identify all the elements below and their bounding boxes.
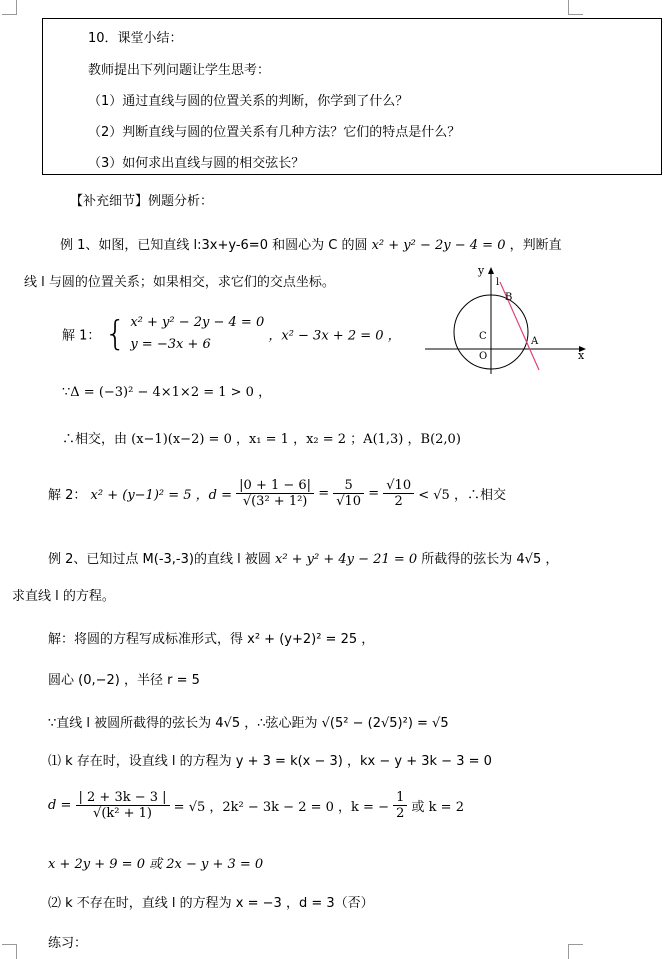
discriminant-line: ∵Δ = (−3)² − 4×1×2 = 1 > 0 ，: [62, 385, 272, 400]
d-fraction: [76, 790, 170, 821]
d-numerator: | 2 + 3k − 3 |: [76, 790, 170, 806]
supplement-heading: 【补充细节】例题分析：: [70, 194, 214, 209]
point-a-label: A: [531, 336, 539, 347]
result-equations: x + 2y + 9 = 0 或 2x − y + 3 = 0: [48, 857, 264, 872]
system-row-2: y = −3x + 6: [130, 337, 211, 352]
solution1-quadratic: ，x² − 3x + 2 = 0 ，: [268, 328, 401, 344]
fraction1-numerator: |0 + 1 − 6|: [236, 478, 314, 494]
summary-question-1: （1）通过直线与圆的位置关系的判断，你学到了什么？: [88, 94, 409, 109]
example2-text-b: 所截得的弦长为 4√5 ，: [421, 552, 559, 567]
crop-mark-bottom-right: [568, 944, 583, 959]
solution2-label: 解 2：: [48, 488, 87, 503]
solution2-conclusion: < √5 ，∴相交: [418, 488, 506, 503]
origin-o-label: O: [479, 351, 488, 362]
distance-fraction-3: [383, 478, 414, 509]
example1-text-b: ，判断直: [509, 238, 562, 253]
fraction1-denominator: √(3² + 1²): [242, 494, 308, 509]
example1-statement-line2: 线 l 与圆的位置关系；如果相交，求它们的交点坐标。: [24, 275, 335, 290]
center-radius-line: 圆心 (0,−2) ，半径 r = 5: [48, 673, 200, 688]
summary-title: 10．课堂小结：: [88, 31, 183, 46]
intersection-line: ∴相交，由 (x−1)(x−2) = 0 ，x₁ = 1 ，x₂ = 2 ；A(1,3) ，B(2,0): [62, 432, 461, 447]
distance-fraction-2: [333, 478, 364, 509]
case2-line: ⑵ k 不存在时，直线 l 的方程为 x = −3 ，d = 3（否）: [48, 896, 374, 911]
fraction2-denominator: √10: [336, 494, 362, 509]
equals-sign-2: =: [368, 486, 380, 501]
k-denominator: 2: [396, 806, 405, 821]
circle-line-figure: [420, 262, 595, 377]
crop-mark-bottom-left: [2, 944, 17, 959]
center-c-label: C: [479, 331, 487, 342]
crop-mark-top-left: [2, 0, 17, 15]
system-brace: {: [104, 314, 127, 354]
practice-heading: 练习：: [48, 936, 88, 951]
y-axis-arrow: [488, 267, 494, 274]
summary-intro: 教师提出下列问题让学生思考：: [88, 63, 271, 78]
solution2-equation: x² + (y−1)² = 5 ，d =: [90, 488, 233, 503]
equation-system: [130, 312, 264, 356]
example2-text-a: 例 2、已知过点 M(-3,-3)的直线 l 被圆: [48, 552, 271, 567]
example2-statement-line2: 求直线 l 的方程。: [12, 589, 115, 604]
case1-line: ⑴ k 存在时，设直线 l 的方程为 y + 3 = k(x − 3) ，kx − y + 3k − 3 = 0: [48, 754, 492, 769]
d-denominator: √(k² + 1): [93, 806, 152, 821]
point-b-label: B: [505, 292, 513, 303]
y-axis-label: y: [478, 264, 485, 277]
example2-circle-equation: x² + y² + 4y − 21 = 0: [274, 552, 418, 567]
d-label: d =: [48, 798, 72, 813]
summary-question-3: （3）如何求出直线与圆的相交弦长？: [88, 156, 305, 171]
distance-equation: [48, 790, 464, 821]
example1-text-a: 例 1、如图，已知直线 l:3x+y-6=0 和圆心为 C 的圆: [60, 238, 368, 253]
crop-mark-top-right: [568, 0, 583, 15]
example1-solution2: [48, 478, 506, 509]
k-tail: 或 k = 2: [411, 800, 464, 815]
example1-circle-equation: x² + y² − 2y − 4 = 0: [371, 238, 506, 253]
example1-solution1: [62, 312, 401, 356]
k-fraction: [393, 790, 407, 821]
example2-solution: 解：将圆的方程写成标准形式，得 x² + (y+2)² = 25 ，: [48, 632, 375, 647]
distance-fraction-1: [236, 478, 314, 509]
d-equation-tail: = √5 ，2k² − 3k − 2 = 0 ，k = −: [173, 800, 389, 815]
solution1-label: 解 1：: [62, 328, 101, 344]
line-l-label: l: [496, 277, 500, 288]
fraction3-denominator: 2: [394, 494, 403, 509]
example2-statement: [48, 548, 558, 567]
fraction3-numerator: √10: [383, 478, 414, 494]
equals-sign-1: =: [318, 486, 330, 501]
example1-statement: [60, 234, 562, 253]
x-axis-label: x: [578, 349, 585, 362]
system-row-1: x² + y² − 2y − 4 = 0: [130, 315, 265, 330]
chord-distance-line: ∵直线 l 被圆所截得的弦长为 4√5 ，∴弦心距为 √(5² − (2√5)²) = √5: [48, 716, 449, 731]
fraction2-numerator: 5: [333, 478, 364, 494]
k-numerator: 1: [393, 790, 407, 806]
summary-question-2: （2）判断直线与圆的位置关系有几种方法？它们的特点是什么？: [88, 125, 461, 140]
